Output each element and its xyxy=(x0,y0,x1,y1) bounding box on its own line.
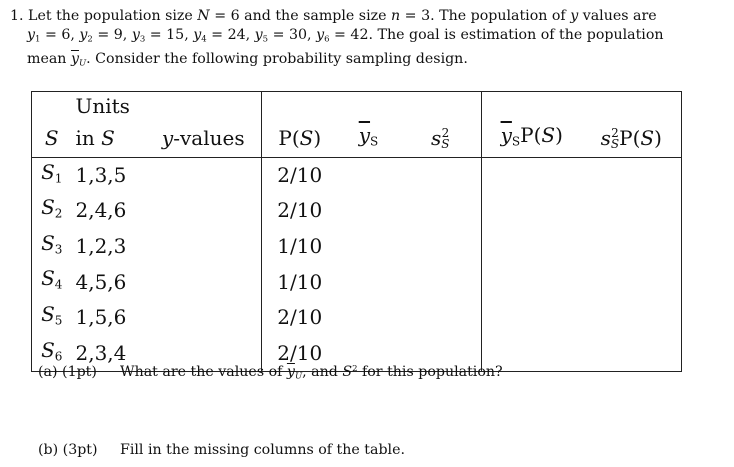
row-y-values xyxy=(146,264,262,300)
problem-line-3: mean $\overline{y}_U$. Consider the following probability sampling design. xyxy=(27,50,468,69)
problem-line-1: 1. Let the population size N = 6 and the sample size n = 3. The population of y values are xyxy=(10,8,657,24)
question-b-label: (b) (3pt) xyxy=(38,442,98,458)
question-a-text: What are the values of $\overline{y}_U$, and $S^2$ for this population? xyxy=(120,364,503,382)
row-sample-mean xyxy=(338,229,400,265)
row-sample-mean xyxy=(338,264,400,300)
row-sample-variance xyxy=(400,264,482,300)
row-sample: $S_4$ xyxy=(41,266,63,292)
row-variance-times-p xyxy=(582,157,682,193)
question-b-text: Fill in the missing columns of the table. xyxy=(120,442,405,458)
header-sample-mean: $\overline{y}_S$ xyxy=(338,121,400,157)
row-probability: 1/10 xyxy=(277,269,323,294)
row-mean-times-p xyxy=(482,229,582,265)
row-variance-times-p xyxy=(582,300,682,336)
row-y-values xyxy=(146,193,262,229)
header-units-bottom: in S xyxy=(72,121,146,157)
row-units: 1,3,5 xyxy=(75,162,127,187)
row-variance-times-p xyxy=(582,264,682,300)
sampling-design-table-wrap xyxy=(31,91,682,365)
header-empty-y xyxy=(146,92,262,122)
row-units: 4,5,6 xyxy=(75,269,127,294)
row-probability: 2/10 xyxy=(277,198,323,223)
row-probability: 2/10 xyxy=(277,162,323,187)
header-mean-times-p: $\overline{y}_SP(S)$ xyxy=(482,121,582,157)
sampling-design-table xyxy=(31,91,682,372)
table-row xyxy=(32,193,682,229)
header-empty-s2 xyxy=(400,92,482,122)
header-empty-s2p xyxy=(582,92,682,122)
row-sample-variance xyxy=(400,193,482,229)
row-probability: 1/10 xyxy=(277,234,323,259)
row-sample-variance xyxy=(400,229,482,265)
row-mean-times-p xyxy=(482,300,582,336)
row-variance-times-p xyxy=(582,193,682,229)
row-sample-variance xyxy=(400,300,482,336)
table-row xyxy=(32,157,682,193)
header-sample: S xyxy=(32,121,72,157)
row-variance-times-p xyxy=(582,229,682,265)
row-units: 2,4,6 xyxy=(75,198,127,223)
header-empty-p xyxy=(262,92,338,122)
row-probability: 2/10 xyxy=(277,305,323,330)
problem-line-2: $y_1 = 6$, $y_2 = 9$, $y_3 = 15$, $y_4 = 24$, $y_5 = 30$, $y_6 = 42$. The goal is estimation of the population xyxy=(27,27,664,45)
table-row xyxy=(32,264,682,300)
row-sample-mean xyxy=(338,193,400,229)
row-sample: $S_3$ xyxy=(41,230,63,257)
row-mean-times-p xyxy=(482,264,582,300)
row-units: 1,5,6 xyxy=(75,305,127,330)
row-y-values xyxy=(146,157,262,193)
question-a-label: (a) (1pt) xyxy=(38,364,97,381)
row-variance-times-p xyxy=(582,336,682,372)
row-sample-variance xyxy=(400,157,482,193)
header-units-top: Units xyxy=(75,94,130,118)
header-empty-ysp xyxy=(482,92,582,122)
header-empty-s xyxy=(32,92,72,122)
question-a xyxy=(38,360,503,386)
row-sample: $S_1$ xyxy=(41,159,63,186)
row-sample: $S_2$ xyxy=(41,195,63,221)
row-sample-mean xyxy=(338,157,400,193)
row-probability: 2/10 xyxy=(277,340,323,365)
row-sample: $S_6$ xyxy=(41,337,63,364)
row-mean-times-p xyxy=(482,193,582,229)
problem-statement xyxy=(10,7,722,73)
header-probability: P(S) xyxy=(262,121,338,157)
header-sample-variance: s 2 S xyxy=(400,121,482,157)
row-units: 2,3,4 xyxy=(75,340,127,365)
row-sample-mean xyxy=(338,300,400,336)
row-y-values xyxy=(146,229,262,265)
row-y-values xyxy=(146,300,262,336)
question-b xyxy=(38,441,405,459)
header-variance-times-p: s 2 S P(S) xyxy=(582,121,682,157)
row-sample: $S_5$ xyxy=(41,301,63,328)
table-row xyxy=(32,229,682,265)
row-units: 1,2,3 xyxy=(75,234,127,259)
header-empty-ybar xyxy=(338,92,400,122)
row-mean-times-p xyxy=(482,157,582,193)
table-row xyxy=(32,300,682,336)
header-y-values: y-values xyxy=(146,121,262,157)
